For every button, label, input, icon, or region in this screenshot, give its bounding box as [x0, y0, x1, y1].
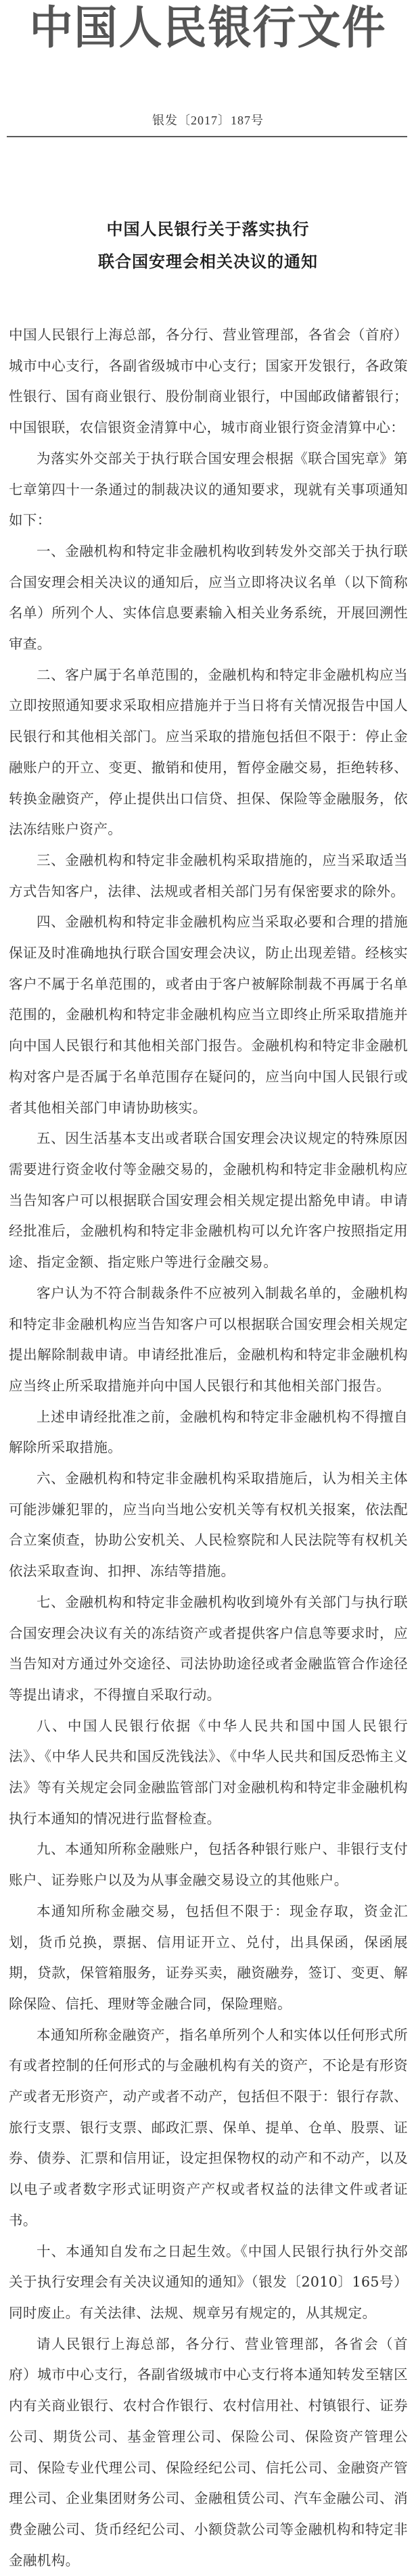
forwarding-instruction: 请人民银行上海总部，各分行、营业管理部，各省会（首府）城市中心支行，各副省级城市中心支行将本通知转发至辖区内有关商业银行、农村合作银行、农村信用社、村镇银行、证券公司、期货公司、基金管理公司、保险公司、保险资产管理公司、保险专业代理公司、保险经纪公司、信托公司、金融资产管理公司、企业集团财务公司、金融租赁公司、汽车金融公司、消费金融公司、货币经纪公司、小额贷款公司等金融机构和特定非金融机构。	[9, 2335, 408, 2569]
intro-paragraph: 为落实外交部关于执行联合国安理会根据《联合国宪章》第七章第四十一条通过的制裁决议的通知要求，现就有关事项通知如下：	[9, 450, 408, 529]
document-body	[9, 320, 408, 2576]
clause-7: 七、金融机构和特定非金融机构收到境外有关部门与执行联合国安理会决议有关的冻结资产或者提供客户信息等要求时，应当告知对方通过外交途径、司法协助途径或者金融监管合作途径等提出请求，不得擅自采取行动。	[9, 1593, 408, 1703]
document-number: 银发〔2017〕187号	[152, 114, 264, 127]
clause-4: 四、金融机构和特定非金融机构应当采取必要和合理的措施保证及时准确地执行联合国安理会决议，防止出现差错。经核实客户不属于名单范围的，或者由于客户被解除制裁不再属于名单范围的，金融机构和特定非金融机构应当立即终止所采取措施并向中国人民银行和其他相关部门报告。金融机构和特定非金融机构对客户是否属于名单范围存在疑问的，应当向中国人民银行或者其他相关部门申请协助核实。	[9, 914, 408, 1116]
clause-6: 六、金融机构和特定非金融机构采取措施后，认为相关主体可能涉嫌犯罪的，应当向当地公安机关等有权机关报案，依法配合立案侦查，协助公安机关、人民检察院和人民法院等有权机关依法采取查询、扣押、冻结等措施。	[9, 1470, 408, 1580]
clause-5-para-2: 客户认为不符合制裁条件不应被列入制裁名单的，金融机构和特定非金融机构应当告知客户可以根据联合国安理会相关规定提出解除制裁申请。申请经批准后，金融机构和特定非金融机构应当终止所采取措施并向中国人民银行和其他相关部门报告。	[9, 1284, 408, 1394]
notice-title-line-2: 联合国安理会相关决议的通知	[98, 252, 318, 271]
clause-3: 三、金融机构和特定非金融机构采取措施的，应当采取适当方式告知客户，法律、法规或者相关部门另有保密要求的除外。	[9, 851, 408, 899]
clause-5-para-3: 上述申请经批准之前，金融机构和特定非金融机构不得擅自解除所采取措施。	[9, 1408, 408, 1456]
addressees: 中国人民银行上海总部，各分行、营业管理部，各省会（首府）城市中心支行，各副省级城市中心支行；国家开发银行，各政策性银行、国有商业银行、股份制商业银行，中国邮政储蓄银行；中国银联，农信银资金清算中心，城市商业银行资金清算中心：	[9, 327, 408, 436]
clause-9-para-3: 本通知所称金融资产，指名单所列个人和实体以任何形式所有或者控制的任何形式的与金融机构有关的资产，不论是有形资产或者无形资产，动产或者不动产，包括但不限于：银行存款、旅行支票、银行支票、邮政汇票、保单、提单、仓单、股票、证券、债券、汇票和信用证，设定担保物权的动产和不动产，以及以电子或者数字形式证明资产产权或者权益的法律文件或者证书。	[9, 2026, 408, 2228]
clause-9-para-2: 本通知所称金融交易，包括但不限于：现金存取，资金汇划，货币兑换，票据、信用证开立、兑付，出具保函，保函展期，贷款，保管箱服务，证券买卖，融资融券，签订、变更、解除保险、信托、理财等金融合同，保险理赔。	[9, 1902, 408, 2012]
notice-title	[0, 213, 416, 278]
notice-title-line-1: 中国人民银行关于落实执行	[106, 219, 310, 239]
clause-1: 一、金融机构和特定非金融机构收到转发外交部关于执行联合国安理会相关决议的通知后，应当立即将决议名单（以下简称名单）所列个人、实体信息要素输入相关业务系统，开展回溯性审查。	[9, 542, 408, 653]
clause-8: 八、中国人民银行依据《中华人民共和国中国人民银行法》、《中华人民共和国反洗钱法》、《中华人民共和国反恐怖主义法》等有关规定会同金融监管部门对金融机构和特定非金融机构执行本通知的情况进行监督检查。	[9, 1717, 408, 1827]
clause-5: 五、因生活基本支出或者联合国安理会决议规定的特殊原因需要进行资金收付等金融交易的，金融机构和特定非金融机构应当告知客户可以根据联合国安理会相关规定提出豁免申请。申请经批准后，金融机构和特定非金融机构可以允许客户按照指定用途、指定金额、指定账户等进行金融交易。	[9, 1130, 408, 1271]
clause-10: 十、本通知自发布之日起生效。《中国人民银行执行外交部关于执行安理会有关决议通知的通知》（银发〔2010〕165号）同时废止。有关法律、法规、规章另有规定的，从其规定。	[9, 2243, 408, 2321]
clause-9: 九、本通知所称金融账户，包括各种银行账户、非银行支付账户、证券账户以及为从事金融交易设立的其他账户。	[9, 1841, 408, 1889]
clause-2: 二、客户属于名单范围的，金融机构和特定非金融机构应当立即按照通知要求采取相应措施并于当日将有关情况报告中国人民银行和其他相关部门。应当采取的措施包括但不限于：停止金融账户的开立、变更、撤销和使用，暂停金融交易，拒绝转移、转换金融资产，停止提供出口信贷、担保、保险等金融服务，依法冻结账户资产。	[9, 666, 408, 838]
issuer-title: 中国人民银行文件	[29, 1, 387, 55]
header-divider	[7, 136, 407, 137]
